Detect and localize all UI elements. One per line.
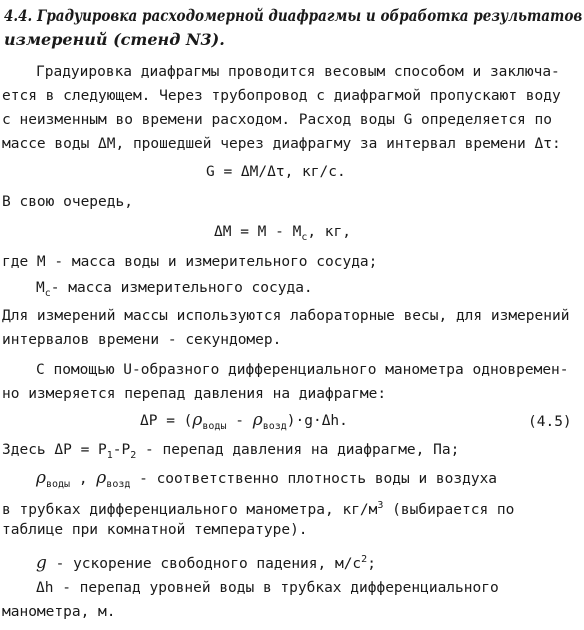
section-heading-line1: 4.4. Градуировка расходомерной диафрагмы и обработка результатов [4,6,583,25]
formula-part: - [226,413,253,429]
symbol-subscript: c [44,287,51,299]
formula-part: ΔP = ( [140,413,193,429]
subscript: 1 [106,449,113,461]
paragraph-line: интервалов времени - секундомер. [2,332,282,348]
paragraph-line: В свою очередь, [2,194,133,210]
superscript: 3 [377,500,384,511]
paragraph-line [2,440,459,466]
paragraph-line: с неизменным во времени расходом. Расход воды G определяется по [2,112,552,128]
text-part: -P [112,442,131,458]
rho-symbol: ρ [192,410,203,430]
paragraph-line: Для измерений массы используются лабораторные весы, для измерений [2,308,570,324]
paragraph-line [36,550,376,574]
equation-number: (4.5) [528,414,572,430]
paragraph-line: ется в следующем. Через трубопровод с диафрагмой пропускают воду [2,88,561,104]
text-part: , [70,471,97,487]
formula-pressure-drop [140,410,348,437]
paragraph-line: таблице при комнатной температуре). [2,522,308,538]
paragraph-line: но измеряется перепад давления на диафрагме: [2,386,387,402]
paragraph-line: Градуировка диафрагмы проводится весовым способом и заключа- [36,64,560,80]
superscript: 2 [361,554,368,565]
paragraph-line [36,278,313,304]
formula-main: ΔM = M - M [214,224,302,240]
paragraph-line [2,496,514,520]
subscript: 2 [130,449,137,461]
rho-subscript: возд [262,420,287,432]
rho-subscript: возд [106,478,131,490]
text-part: - ускорение свободного падения, м/с [46,555,362,572]
formula-mass-difference [214,222,351,248]
paragraph-line: Δh - перепад уровней воды в трубках дифференциального [36,580,499,596]
text-part: - перепад давления на диафрагме, Па; [136,442,460,458]
symbol-m: M [36,280,45,296]
formula-subscript: c [301,231,308,243]
paragraph-line: С помощью U-образного дифференциального манометра одновремен- [36,362,569,378]
rho-symbol: ρ [96,468,107,488]
rho-subscript: воды [46,478,71,490]
paragraph-line: где M - масса воды и измерительного сосуда; [2,254,378,270]
formula-flow-rate: G = ΔM/Δτ, кг/с. [206,164,346,180]
formula-tail: , кг, [307,224,351,240]
g-symbol: g [36,552,47,573]
text-part: ; [367,555,376,572]
paragraph-line: массе воды ΔM, прошедшей через диафрагму за интервал времени Δτ: [2,136,561,152]
text-part: - соответственно плотность воды и воздуха [130,471,498,487]
text-part: в трубках дифференциального манометра, кг/м [2,501,378,518]
text-part: (выбирается по [383,501,515,518]
rho-subscript: воды [202,420,227,432]
rho-symbol: ρ [252,410,263,430]
paragraph-line: манометра, м. [2,604,116,620]
formula-part: )·g·Δh. [286,413,348,429]
definition-text: - масса измерительного сосуда. [50,280,313,296]
paragraph-line [36,468,497,495]
section-heading-line2: измерений (стенд N3). [4,30,225,49]
text-part: Здесь ΔP = P [2,442,107,458]
rho-symbol: ρ [36,468,46,488]
